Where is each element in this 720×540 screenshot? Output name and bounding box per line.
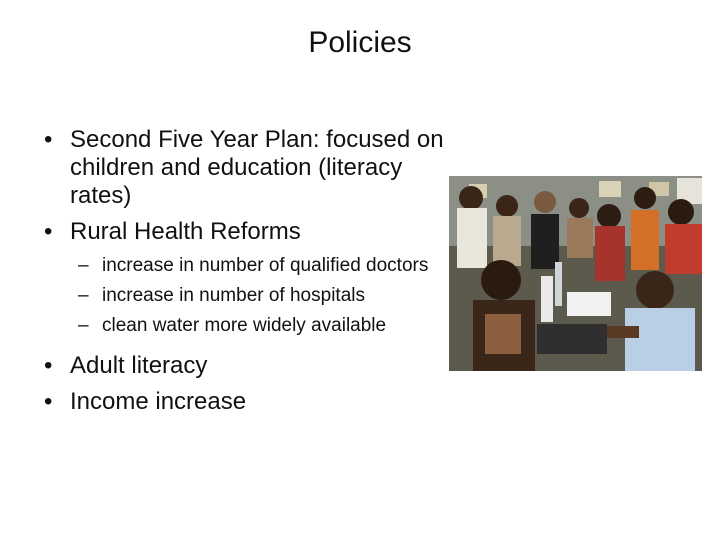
bullet-text: Rural Health Reforms: [70, 218, 301, 245]
slide-title: Policies: [308, 26, 412, 59]
sub-bullet-text: increase in number of hospitals: [102, 285, 365, 306]
bullet-icon: •: [44, 126, 53, 153]
bullet-list: [44, 126, 444, 424]
sub-bullet-item: [78, 284, 444, 308]
bullet-icon: •: [44, 388, 53, 415]
sub-bullet-list: [78, 254, 444, 338]
bullet-item: [44, 126, 444, 210]
sub-bullet-item: [78, 314, 444, 338]
bullet-text: Income increase: [70, 388, 247, 415]
bullet-item: [44, 352, 444, 380]
sub-bullet-text: increase in number of qualified doctors: [102, 255, 429, 276]
bullet-text: Second Five Year Plan: focused on children and education (literacy rates): [70, 126, 444, 209]
dash-icon: –: [78, 315, 89, 336]
bullet-icon: •: [44, 352, 53, 379]
clinic-photo: [449, 176, 702, 371]
bullet-text: Adult literacy: [70, 352, 208, 379]
bullet-item: [44, 388, 444, 416]
sub-bullet-text: clean water more widely available: [102, 315, 387, 336]
bullet-item: [44, 218, 444, 246]
dash-icon: –: [78, 255, 89, 276]
bullet-icon: •: [44, 218, 53, 245]
sub-bullet-item: [78, 254, 444, 278]
dash-icon: –: [78, 285, 89, 306]
